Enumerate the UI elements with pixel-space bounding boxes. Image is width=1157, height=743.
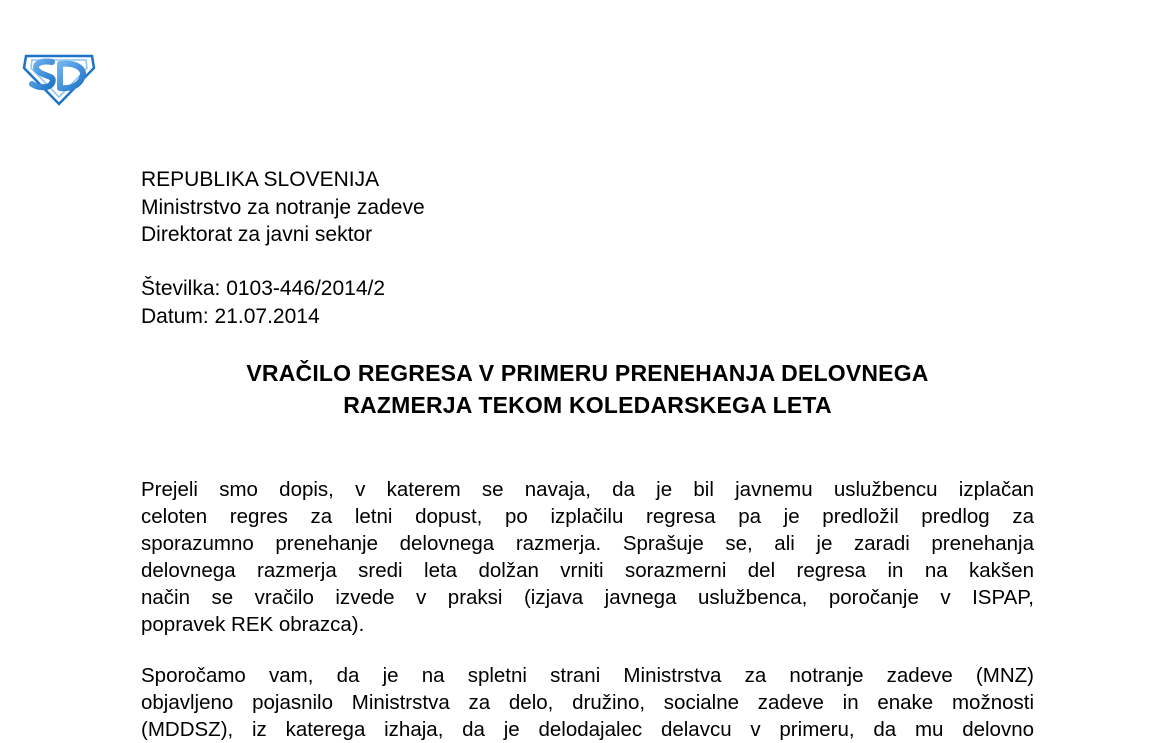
paragraph-line: objavljeno pojasnilo Ministrstva za delo, družino, socialne zadeve in enake možnosti [141, 691, 1034, 714]
title-line-1: VRAČILO REGRESA V PRIMERU PRENEHANJA DELOVNEGA [246, 360, 929, 386]
document-title [141, 357, 1034, 421]
sd-shield-logo-icon [22, 48, 96, 106]
paragraph-line: celoten regres za letni dopust, po izplačilu regresa pa je predložil predlog za [141, 505, 1034, 528]
ministry-line: Ministrstvo za notranje zadeve [141, 195, 425, 219]
body-paragraph-2 [141, 662, 1034, 743]
paragraph-line: način se vračilo izvede v praksi (izjava javnega uslužbenca, poročanje v ISPAP, [141, 586, 1034, 609]
paragraph-line: Sporočamo vam, da je na spletni strani Ministrstva za notranje zadeve (MNZ) [141, 664, 1034, 687]
document-number: Številka: 0103-446/2014/2 [141, 277, 386, 300]
paragraph-line: (MDDSZ), iz katerega izhaja, da je delodajalec delavcu v primeru, da mu delovno [141, 718, 1034, 741]
paragraph-line: popravek REK obrazca). [141, 613, 365, 636]
paragraph-line: sporazumno prenehanje delovnega razmerja. Sprašuje se, ali je zaradi prenehanja [141, 532, 1034, 555]
document-date: Datum: 21.07.2014 [141, 305, 320, 328]
sd-logo [22, 48, 96, 106]
paragraph-line: delovnega razmerja sredi leta dolžan vrniti sorazmerni del regresa in na kakšen [141, 559, 1034, 582]
reference-block [141, 275, 385, 331]
directorate-line: Direktorat za javni sektor [141, 223, 373, 246]
paragraph-line: Prejeli smo dopis, v katerem se navaja, da je bil javnemu uslužbencu izplačan [141, 478, 1034, 501]
body-paragraph-1 [141, 476, 1034, 638]
country-line: REPUBLIKA SLOVENIJA [141, 168, 380, 191]
ministry-header [141, 166, 425, 249]
title-line-2: RAZMERJA TEKOM KOLEDARSKEGA LETA [343, 392, 832, 418]
